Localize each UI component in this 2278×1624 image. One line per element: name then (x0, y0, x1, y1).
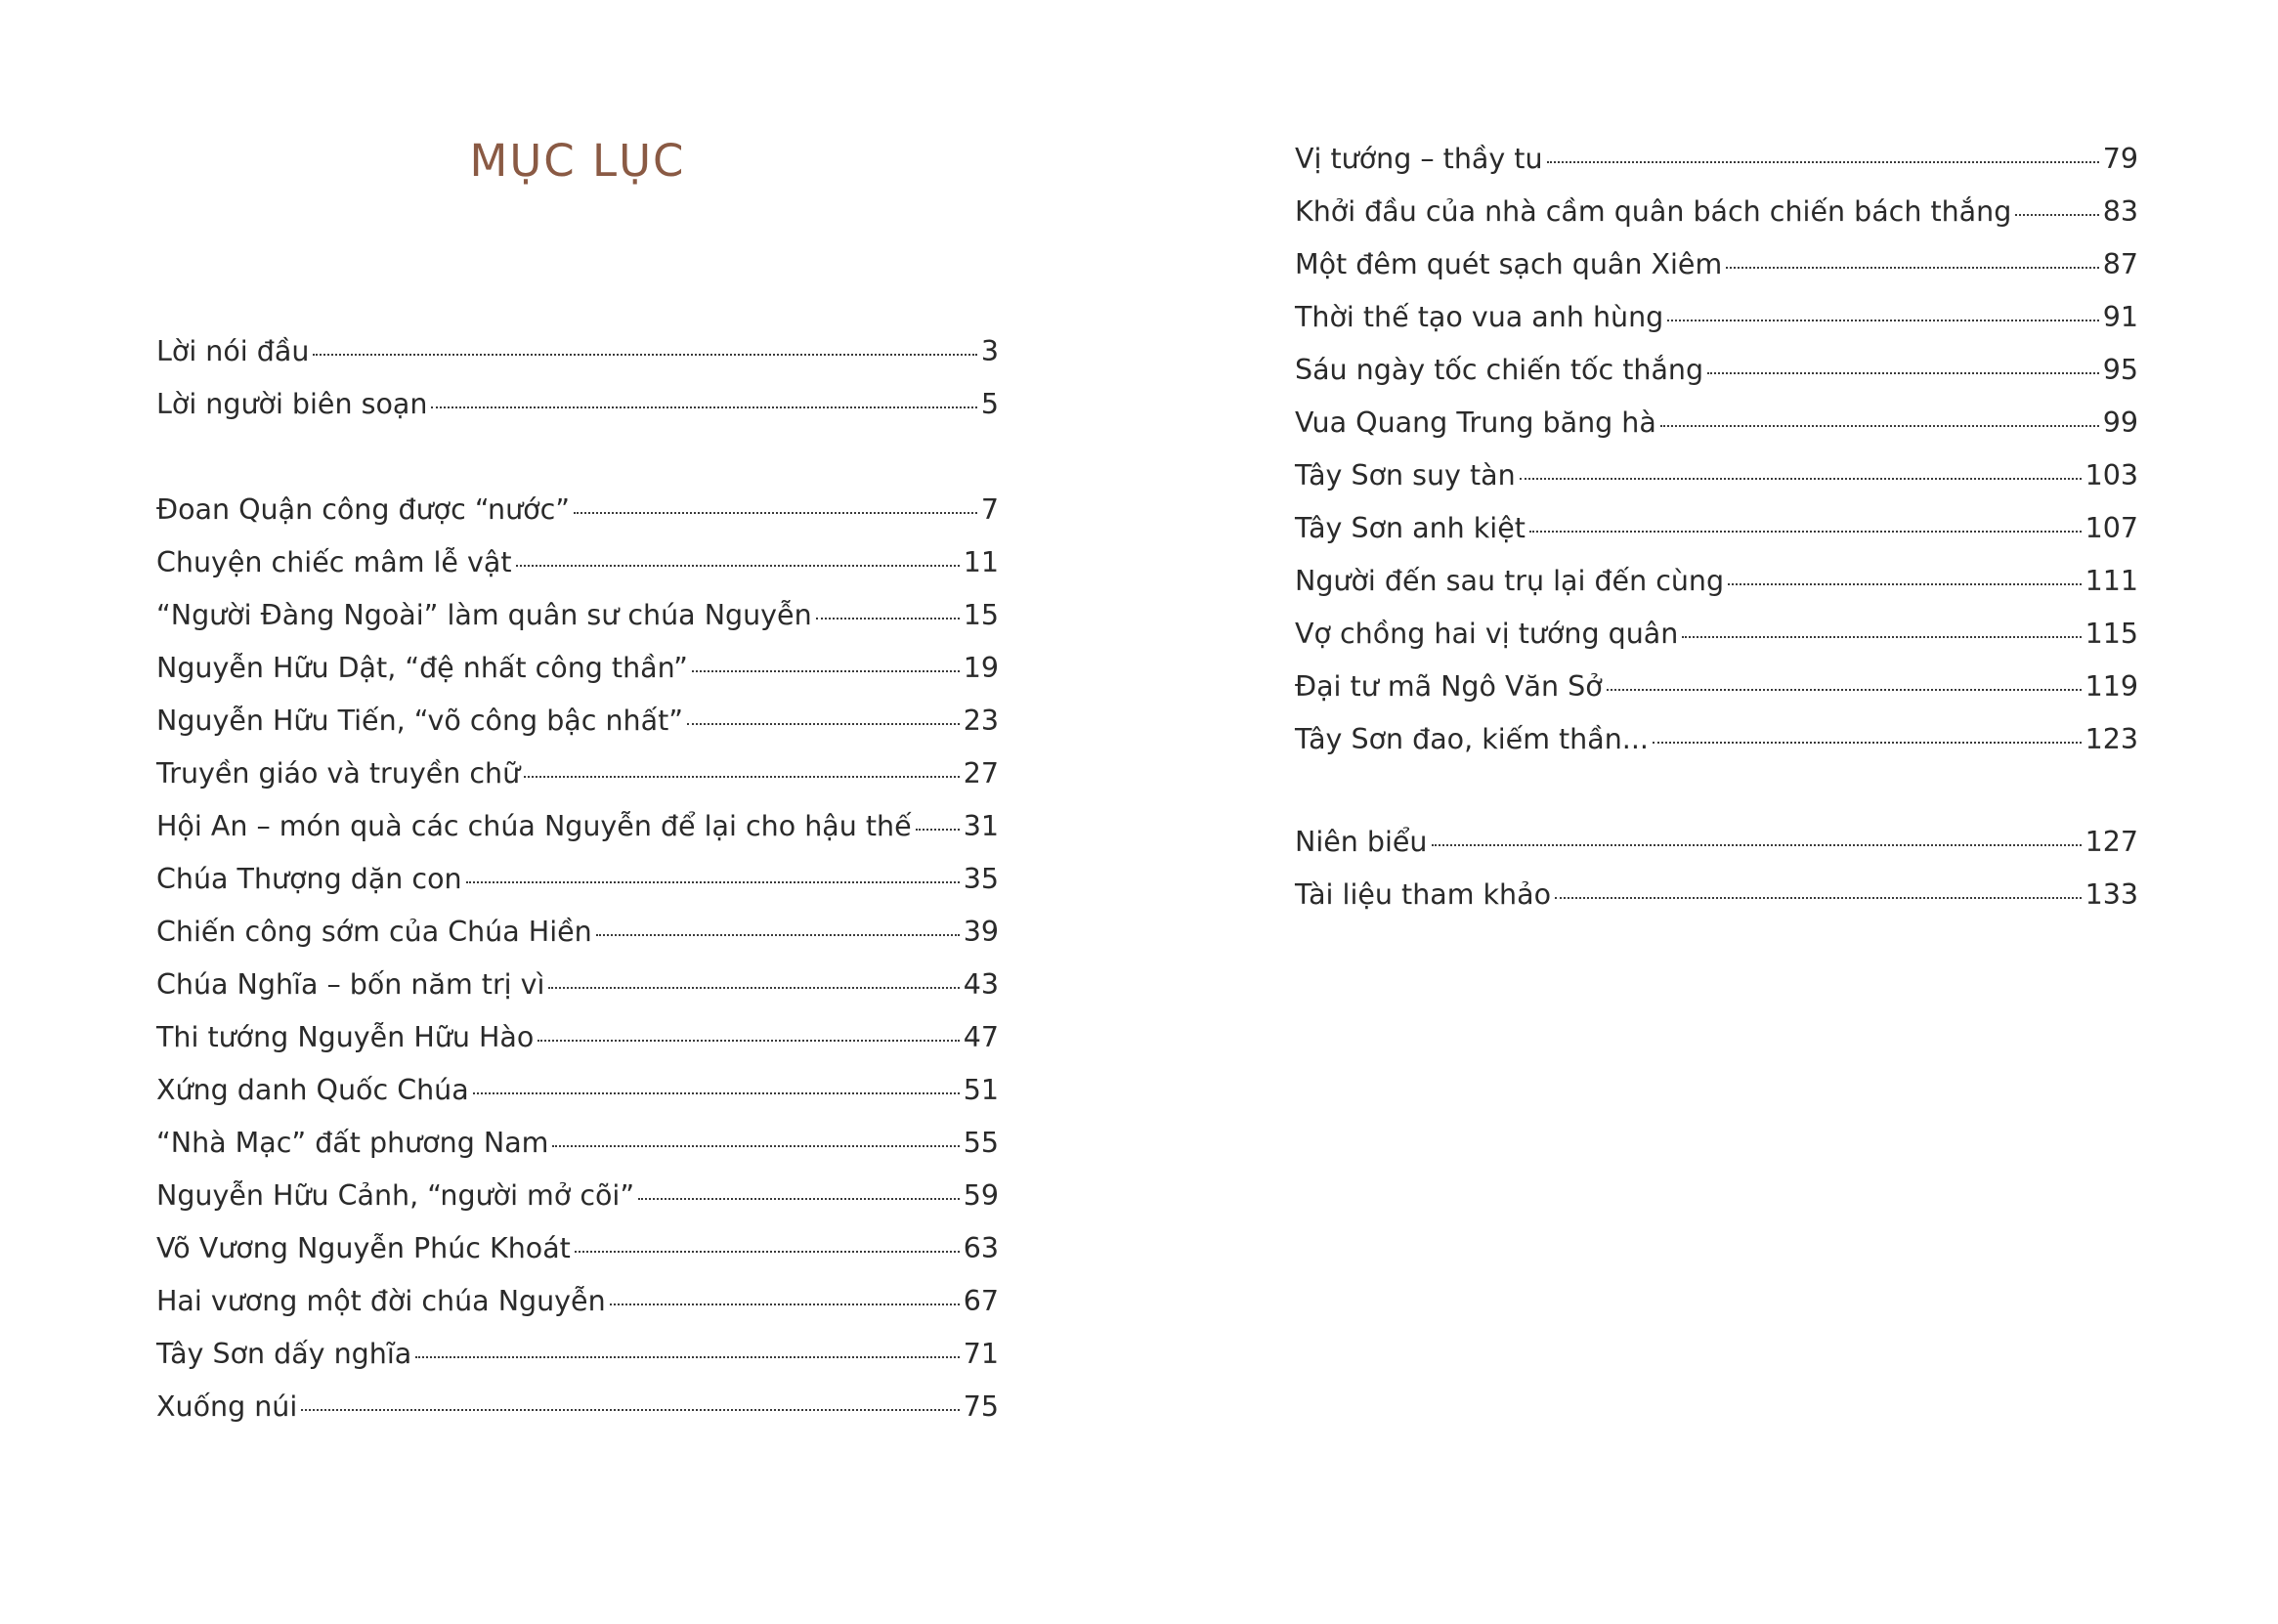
toc-entry (156, 906, 999, 959)
dot-leader (2015, 214, 2098, 216)
toc-entry (156, 695, 999, 748)
dot-leader (816, 618, 960, 620)
toc-entry-title: Khởi đầu của nhà cầm quân bách chiến bách thắng (1295, 195, 2012, 228)
dot-leader (537, 1040, 959, 1042)
toc-entry (156, 589, 999, 642)
toc-entry (156, 484, 999, 536)
dot-leader (1529, 531, 2082, 533)
toc-entry-title: Truyền giáo và truyền chữ (156, 757, 521, 790)
toc-entry-page-number: 123 (2085, 723, 2138, 755)
toc-entry-title: Tây Sơn anh kiệt (1295, 512, 1526, 544)
toc-entry-page-number: 95 (2102, 354, 2138, 386)
dot-leader (516, 565, 960, 567)
toc-entry-title: Thời thế tạo vua anh hùng (1295, 301, 1664, 333)
toc-entry-page-number: 35 (963, 863, 999, 895)
toc-entry (1295, 555, 2138, 608)
toc-entry-title: Vua Quang Trung băng hà (1295, 406, 1656, 439)
dot-leader (1520, 478, 2082, 480)
toc-entry-page-number: 3 (980, 335, 999, 367)
toc-entry (156, 1222, 999, 1275)
toc-entry (156, 1064, 999, 1117)
toc-entry (1295, 344, 2138, 397)
toc-entry-page-number: 47 (963, 1021, 999, 1053)
toc-entry-page-number: 111 (2085, 565, 2138, 597)
toc-entry (156, 1328, 999, 1381)
dot-leader (1555, 897, 2082, 899)
toc-entry-page-number: 119 (2085, 670, 2138, 703)
toc-entry-title: Vợ chồng hai vị tướng quân (1295, 618, 1679, 650)
dot-leader (638, 1198, 960, 1200)
toc-entry-title: Đại tư mã Ngô Văn Sở (1295, 670, 1603, 703)
toc-entry (156, 853, 999, 906)
toc-entry-title: Nguyễn Hữu Cảnh, “người mở cõi” (156, 1179, 635, 1212)
toc-entry-page-number: 115 (2085, 618, 2138, 650)
toc-entry-page-number: 103 (2085, 459, 2138, 491)
toc-entry-page-number: 79 (2102, 143, 2138, 175)
toc-entry-page-number: 43 (963, 968, 999, 1001)
toc-entry (156, 642, 999, 695)
right-page (1295, 0, 2138, 1624)
toc-entry-title: Võ Vương Nguyễn Phúc Khoát (156, 1232, 571, 1264)
toc-entry (1295, 133, 2138, 186)
page-title: MỤC LỤC (469, 135, 686, 187)
dot-leader (574, 512, 977, 514)
toc-entry-page-number: 27 (963, 757, 999, 790)
toc-entry (156, 1011, 999, 1064)
dot-leader (610, 1303, 960, 1305)
toc-entry-page-number: 5 (980, 388, 999, 420)
dot-leader (301, 1409, 959, 1411)
toc-entry-page-number: 63 (963, 1232, 999, 1264)
toc-entry-page-number: 71 (963, 1338, 999, 1370)
toc-entry-page-number: 91 (2102, 301, 2138, 333)
dot-leader (552, 1145, 959, 1147)
toc-entry-title: Vị tướng – thầy tu (1295, 143, 1543, 175)
toc-entry-page-number: 7 (980, 493, 999, 526)
toc-entry (1295, 869, 2138, 921)
toc-entry (1295, 608, 2138, 661)
toc-entry-title: Lời nói đầu (156, 335, 310, 367)
dot-leader (687, 723, 960, 725)
toc-entry-page-number: 23 (963, 705, 999, 737)
dot-leader (415, 1356, 960, 1358)
toc-entry-title: Chúa Thượng dặn con (156, 863, 462, 895)
toc-entry (156, 800, 999, 853)
toc-entry-page-number: 83 (2102, 195, 2138, 228)
dot-leader (1653, 742, 2082, 744)
toc-entry-page-number: 67 (963, 1285, 999, 1317)
dot-leader (524, 776, 960, 778)
toc-entry-title: Tây Sơn đao, kiếm thần... (1295, 723, 1649, 755)
toc-entry (1295, 502, 2138, 555)
toc-entry-title: Hai vương một đời chúa Nguyễn (156, 1285, 606, 1317)
toc-back-matter (1295, 816, 2138, 921)
toc-entry-page-number: 15 (963, 599, 999, 631)
toc-entry-title: Tây Sơn dấy nghĩa (156, 1338, 412, 1370)
dot-leader (1728, 583, 2082, 585)
toc-entry-page-number: 19 (963, 652, 999, 684)
dot-leader (1667, 320, 2098, 321)
toc-entry (156, 959, 999, 1011)
toc-entry (156, 1117, 999, 1170)
toc-entry-title: Thi tướng Nguyễn Hữu Hào (156, 1021, 535, 1053)
toc-entry-title: Sáu ngày tốc chiến tốc thắng (1295, 354, 1704, 386)
toc-entry (156, 1381, 999, 1433)
toc-entry-page-number: 133 (2085, 878, 2138, 911)
toc-entry-page-number: 127 (2085, 826, 2138, 858)
dot-leader (1547, 161, 2099, 163)
toc-chapters-left (156, 484, 999, 1433)
toc-entry-page-number: 107 (2085, 512, 2138, 544)
dot-leader (1707, 372, 2099, 374)
toc-entry-title: Chúa Nghĩa – bốn năm trị vì (156, 968, 545, 1001)
dot-leader (575, 1251, 960, 1253)
toc-entry (1295, 449, 2138, 502)
dot-leader (313, 354, 976, 356)
dot-leader (1682, 636, 2081, 638)
toc-entry (156, 1275, 999, 1328)
toc-entry-title: Xuống núi (156, 1390, 298, 1423)
toc-entry (1295, 713, 2138, 766)
dot-leader (1607, 689, 2082, 691)
toc-entry (156, 748, 999, 800)
toc-entry (1295, 186, 2138, 238)
toc-entry-page-number: 11 (963, 546, 999, 578)
toc-entry-page-number: 59 (963, 1179, 999, 1212)
toc-entry (1295, 661, 2138, 713)
toc-entry (1295, 291, 2138, 344)
toc-entry (156, 378, 999, 431)
toc-entry-page-number: 87 (2102, 248, 2138, 280)
left-page (156, 0, 999, 1624)
dot-leader (1432, 844, 2082, 846)
toc-entry-page-number: 39 (963, 916, 999, 948)
toc-entry-title: Lời người biên soạn (156, 388, 428, 420)
dot-leader (692, 670, 960, 672)
toc-entry-title: Tài liệu tham khảo (1295, 878, 1552, 911)
toc-entry-title: Người đến sau trụ lại đến cùng (1295, 565, 1725, 597)
dot-leader (473, 1092, 960, 1094)
dot-leader (548, 987, 959, 989)
toc-entry-title: “Nhà Mạc” đất phương Nam (156, 1127, 549, 1159)
dot-leader (1726, 267, 2099, 269)
toc-entry-title: Nguyễn Hữu Dật, “đệ nhất công thần” (156, 652, 688, 684)
toc-entry-page-number: 75 (963, 1390, 999, 1423)
toc-entry-page-number: 31 (963, 810, 999, 842)
dot-leader (466, 881, 960, 883)
toc-entry-title: Hội An – món quà các chúa Nguyễn để lại cho hậu thế (156, 810, 912, 842)
toc-entry-title: Tây Sơn suy tàn (1295, 459, 1516, 491)
toc-entry-title: Một đêm quét sạch quân Xiêm (1295, 248, 1723, 280)
toc-entry-title: “Người Đàng Ngoài” làm quân sư chúa Nguyễn (156, 599, 812, 631)
toc-entry-title: Chiến công sớm của Chúa Hiền (156, 916, 592, 948)
toc-entry (1295, 238, 2138, 291)
toc-entry-title: Niên biểu (1295, 826, 1428, 858)
toc-entry-page-number: 99 (2102, 406, 2138, 439)
dot-leader (596, 934, 960, 936)
toc-entry-title: Chuyện chiếc mâm lễ vật (156, 546, 512, 578)
dot-leader (916, 829, 960, 831)
toc-entry-title: Nguyễn Hữu Tiến, “võ công bậc nhất” (156, 705, 684, 737)
toc-entry (156, 325, 999, 378)
toc-entry (1295, 816, 2138, 869)
toc-entry-page-number: 51 (963, 1074, 999, 1106)
toc-entry (156, 1170, 999, 1222)
toc-front-matter (156, 325, 999, 431)
toc-entry-title: Đoan Quận công được “nước” (156, 493, 571, 526)
toc-entry (1295, 397, 2138, 449)
dot-leader (431, 406, 976, 408)
toc-entry (156, 536, 999, 589)
toc-entry-page-number: 55 (963, 1127, 999, 1159)
toc-chapters-right (1295, 133, 2138, 766)
toc-entry-title: Xứng danh Quốc Chúa (156, 1074, 469, 1106)
dot-leader (1660, 425, 2099, 427)
